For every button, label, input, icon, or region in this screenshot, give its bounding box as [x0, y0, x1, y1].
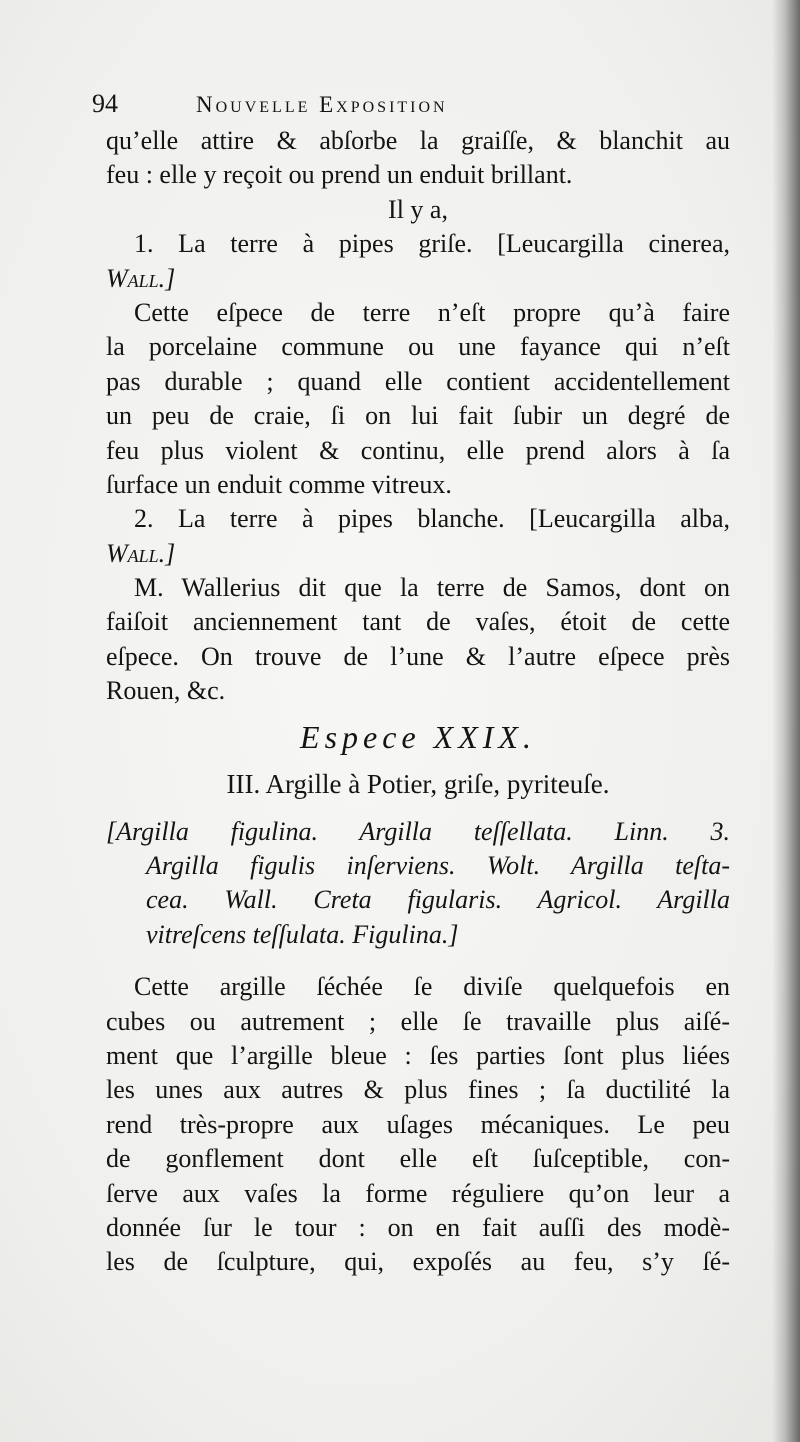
text-line: cubes ou autrement ; elle ſe travaille plus aiſé-	[106, 1006, 730, 1036]
synonym-line: [Argilla figulina. Argilla teſſellata. Linn. 3.	[106, 816, 730, 846]
text-line: Cette argille ſéchée ſe diviſe quelquefois en	[134, 972, 730, 1002]
text-line: rend très-propre aux uſages mécaniques. Le peu	[106, 1109, 730, 1139]
item-2-title: 2. La terre à pipes blanche. [Leucargilla alba,	[134, 504, 730, 534]
text-line: de gonflement dont elle eſt ſuſceptible, con-	[106, 1144, 730, 1174]
text-line: ſerve aux vaſes la forme réguliere qu’on leur a	[106, 1178, 730, 1208]
paragraph-3	[106, 970, 730, 1280]
text-line: faiſoit anciennement tant de vaſes, étoit de cette	[106, 607, 730, 637]
text-line: qu’elle attire & abſorbe la graiſſe, & blanchit au	[106, 126, 730, 155]
item-1-title: 1. La terre à pipes griſe. [Leucargilla cinerea,	[134, 229, 730, 259]
text-line: M. Wallerius dit que la terre de Samos, dont on	[134, 573, 730, 603]
item-1	[106, 227, 730, 296]
item-2	[106, 502, 730, 571]
page-text	[92, 84, 730, 1280]
text-line: donnée ſur le tour : on en fait auſſi des modè-	[106, 1212, 730, 1242]
text-line: ment que l’argille bleue : ſes parties ſont plus liées	[106, 1040, 730, 1070]
synonym-line: cea. Wall. Creta figularis. Agricol. Argilla	[146, 885, 730, 915]
page-number: 94	[92, 89, 118, 118]
text-line: Rouen, &c.	[106, 676, 226, 706]
item-2-authority: Wall.]	[106, 538, 176, 568]
paragraph-2	[106, 571, 730, 709]
text-line: feu : elle y reçoit ou prend un enduit brillant.	[106, 160, 573, 190]
synonym-line: vitreſcens teſſulata. Figulina.]	[146, 919, 459, 949]
synonym-line: Argilla figulis inſerviens. Wolt. Argilla teſta-	[146, 851, 730, 881]
text-line: la porcelaine commune ou une fayance qui n’eſt	[106, 332, 730, 362]
paragraph-1	[106, 296, 730, 502]
page-header	[92, 84, 730, 124]
text-line: les unes aux autres & plus fines ; ſa ductilité la	[106, 1075, 730, 1105]
page-gutter-shadow	[772, 0, 800, 1442]
item-3-heading: III. Argille à Potier, griſe, pyriteuſe.	[226, 768, 610, 799]
species-heading: Espece XXIX.	[300, 718, 536, 755]
text-line: feu plus violent & continu, elle prend alors à ſa	[106, 435, 730, 465]
text-line: Cette eſpece de terre n’eſt propre qu’à faire	[134, 297, 730, 327]
item-1-authority: Wall.]	[106, 263, 176, 293]
text-line: un peu de craie, ſi on lui fait ſubir un degré de	[106, 401, 730, 431]
text-line: eſpece. On trouve de l’une & l’autre eſpece près	[106, 641, 730, 671]
intro-lines	[106, 124, 730, 193]
running-head: Nouvelle Exposition	[196, 92, 448, 117]
text-line: ſurface un enduit comme vitreux.	[106, 469, 452, 499]
il-y-a-line: Il y a,	[388, 194, 448, 224]
synonyms-block	[106, 815, 730, 953]
text-line: pas durable ; quand elle contient accidentellement	[106, 366, 730, 396]
text-line: les de ſculpture, qui, expoſés au feu, s’y ſé-	[106, 1247, 730, 1277]
